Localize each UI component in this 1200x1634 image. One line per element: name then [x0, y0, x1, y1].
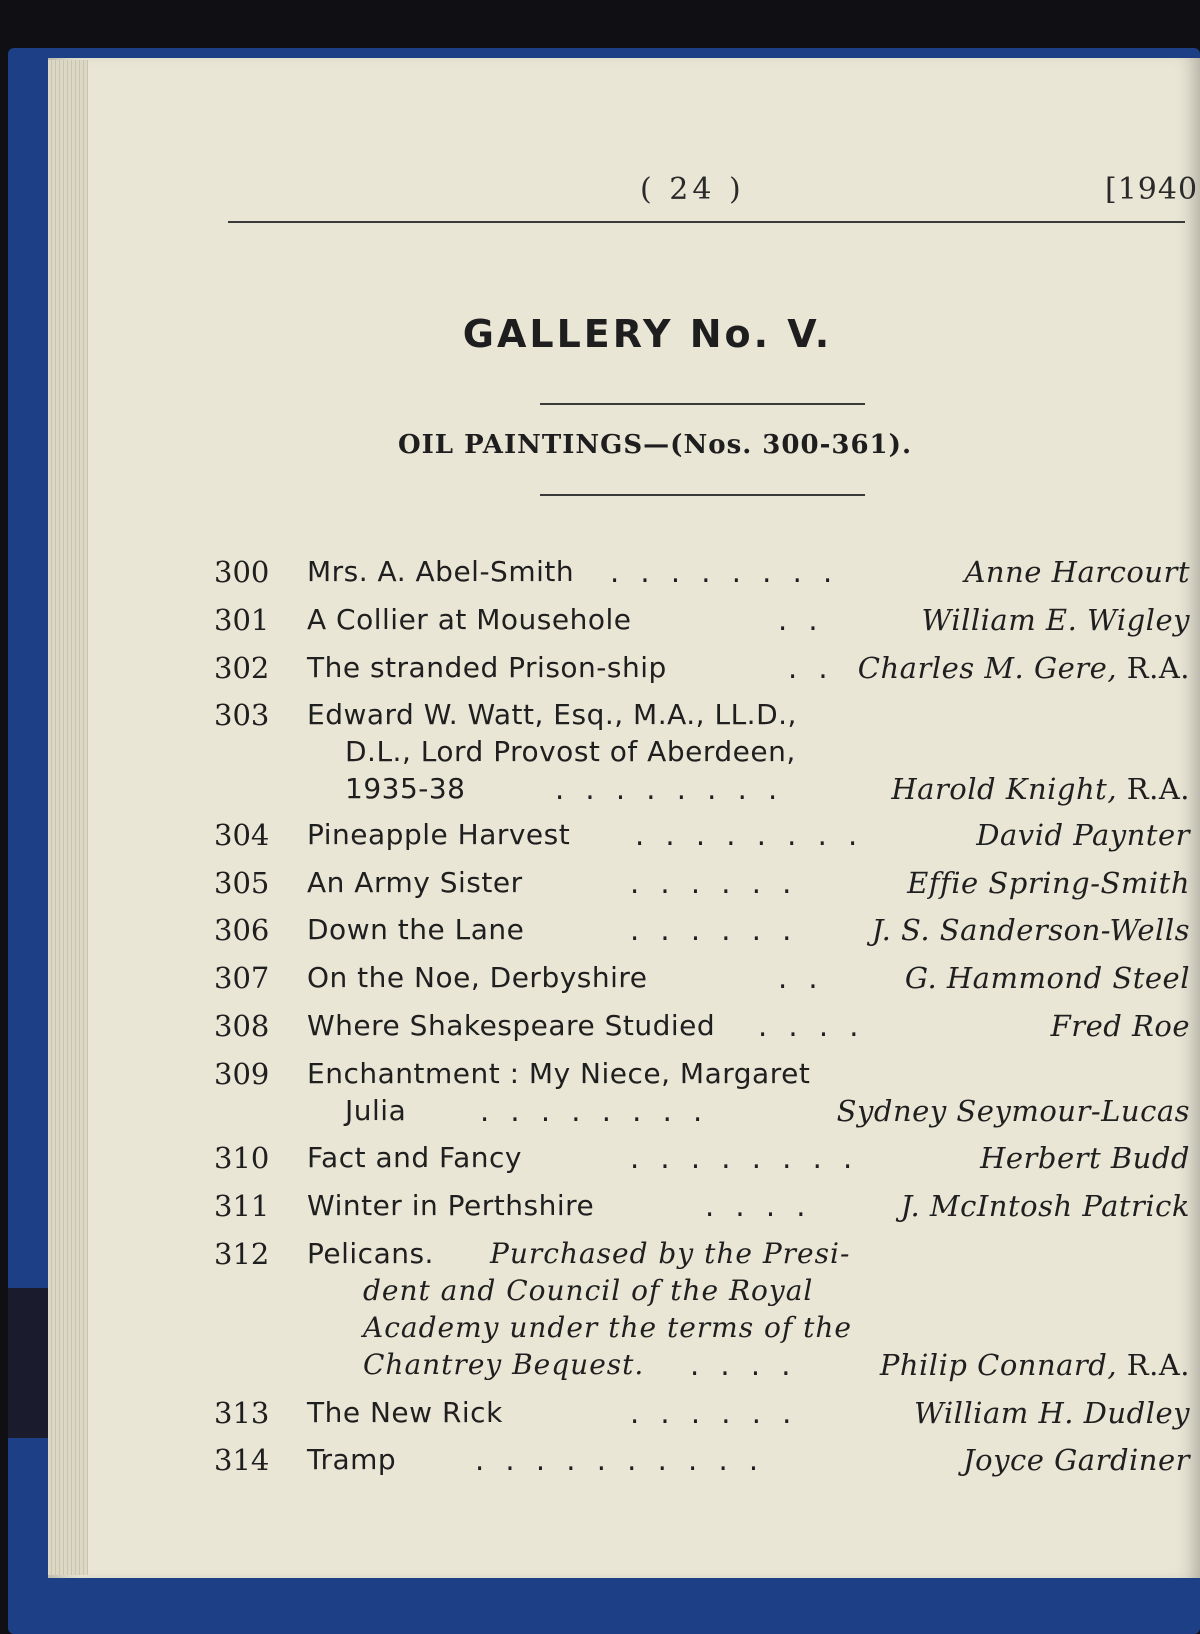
dot-leader: . . . . — [690, 1348, 797, 1382]
entry-artist — [858, 651, 1190, 685]
entry-number: 300 — [214, 555, 270, 589]
entry-title: Down the Lane — [307, 913, 525, 946]
entry-artist — [891, 772, 1190, 806]
entry-artist — [907, 866, 1190, 900]
catalogue-entry — [210, 555, 1190, 595]
entry-title: The New Rick — [307, 1396, 503, 1429]
dot-leader: . . — [788, 651, 834, 685]
entry-artist — [963, 1443, 1190, 1477]
artist-name: William H. Dudley — [914, 1396, 1190, 1430]
catalogue-entry — [210, 1009, 1190, 1049]
artist-name: David Paynter — [976, 818, 1190, 852]
entry-title: The stranded Prison-ship — [307, 651, 667, 684]
catalogue-entry — [210, 698, 1190, 738]
entry-artist — [880, 1348, 1190, 1382]
entry-artist — [976, 818, 1190, 852]
entry-number: 313 — [214, 1396, 270, 1430]
dot-leader: . . . . . . — [630, 1396, 798, 1430]
entry-number: 306 — [214, 913, 270, 947]
artist-name: Sydney Seymour-Lucas — [836, 1094, 1190, 1128]
artist-name: William E. Wigley — [921, 603, 1190, 637]
entry-title: Winter in Perthshire — [307, 1189, 595, 1222]
dot-leader: . . . . . . . . — [630, 1141, 859, 1175]
dot-leader: . . . . . . . . . . — [475, 1443, 765, 1477]
dot-leader: . . . . . . — [630, 913, 798, 947]
entry-title-line2: D.L., Lord Provost of Aberdeen, — [345, 735, 796, 768]
artist-honour: R.A. — [1117, 772, 1190, 806]
entry-continuation — [210, 1094, 1190, 1134]
entry-artist — [837, 1094, 1190, 1128]
entry-note-line3: Academy under the terms of the — [363, 1311, 852, 1344]
entry-title: On the Noe, Derbyshire — [307, 961, 648, 994]
entry-number: 303 — [214, 698, 270, 732]
catalogue-entry — [210, 913, 1190, 953]
year-mark: [1940 — [1105, 172, 1199, 207]
entry-artist — [1051, 1009, 1190, 1043]
entry-title: A Collier at Mousehole — [307, 603, 632, 636]
entry-title: Pelicans. — [307, 1237, 434, 1270]
entry-number: 304 — [214, 818, 270, 852]
entry-artist — [980, 1141, 1190, 1175]
artist-name: Fred Roe — [1050, 1009, 1190, 1043]
dot-leader: . . . . . . . . — [480, 1094, 709, 1128]
entry-artist — [914, 1396, 1190, 1430]
entry-title: Edward W. Watt, Esq., M.A., LL.D., — [307, 698, 797, 731]
entry-title-line2: Julia — [345, 1094, 407, 1127]
entry-title: Where Shakespeare Studied — [307, 1009, 716, 1042]
entry-number: 305 — [214, 866, 270, 900]
entry-artist — [964, 555, 1190, 589]
section-title: OIL PAINTINGS—(Nos. 300-361). — [398, 430, 912, 460]
dot-leader: . . . . — [758, 1009, 865, 1043]
entry-title: Mrs. A. Abel-Smith — [307, 555, 575, 588]
artist-honour: R.A. — [1117, 1348, 1190, 1382]
entry-number: 311 — [214, 1189, 270, 1223]
entry-number: 314 — [214, 1443, 270, 1477]
entry-artist — [922, 603, 1190, 637]
artist-name: Philip Connard, — [879, 1348, 1118, 1382]
dot-leader: . . — [778, 961, 824, 995]
artist-name: Joyce Gardiner — [963, 1443, 1190, 1477]
dot-leader: . . . . . . . . — [555, 772, 784, 806]
entry-artist — [905, 961, 1190, 995]
artist-name: J. McIntosh Patrick — [900, 1189, 1190, 1223]
dot-leader: . . — [778, 603, 824, 637]
catalogue-entry — [210, 603, 1190, 643]
catalogue-entry — [210, 1443, 1190, 1483]
catalogue-entry — [210, 1396, 1190, 1436]
catalogue-entry — [210, 961, 1190, 1001]
catalogue-entry — [210, 818, 1190, 858]
catalogue-entry — [210, 866, 1190, 906]
dot-leader: . . . . . . — [630, 866, 798, 900]
entry-title: Pineapple Harvest — [307, 818, 571, 851]
entry-title: Tramp — [307, 1443, 397, 1476]
entry-number: 309 — [214, 1057, 270, 1091]
entry-number: 312 — [214, 1237, 270, 1271]
entry-title: An Army Sister — [307, 866, 523, 899]
entry-number: 308 — [214, 1009, 270, 1043]
entry-continuation — [210, 735, 1190, 775]
catalogue-entry — [210, 1237, 1190, 1277]
page-number: ( 24 ) — [640, 172, 745, 207]
entry-number: 301 — [214, 603, 270, 637]
entry-title: Fact and Fancy — [307, 1141, 522, 1174]
artist-name: Herbert Budd — [980, 1141, 1190, 1175]
entry-note-line4: Chantrey Bequest. — [363, 1348, 645, 1381]
entry-number: 302 — [214, 651, 270, 685]
entry-artist — [901, 1189, 1190, 1223]
artist-name: Harold Knight, — [891, 772, 1118, 806]
catalogue-entry — [210, 1189, 1190, 1229]
artist-name: Charles M. Gere, — [857, 651, 1118, 685]
entry-title: Enchantment : My Niece, Margaret — [307, 1057, 811, 1090]
artist-name: Anne Harcourt — [964, 555, 1190, 589]
catalogue-entry — [210, 1141, 1190, 1181]
entry-note-line2: dent and Council of the Royal — [363, 1274, 814, 1307]
entry-title-line3: 1935-38 — [345, 772, 466, 805]
entry-artist — [872, 913, 1190, 947]
entry-continuation — [210, 1348, 1190, 1388]
artist-name: G. Hammond Steel — [904, 961, 1190, 995]
catalogue-entry — [210, 1057, 1190, 1097]
catalogue-entry — [210, 651, 1190, 691]
gallery-title: GALLERY No. V. — [462, 312, 833, 356]
dot-leader: . . . . . . . . — [610, 555, 839, 589]
artist-name: J. S. Sanderson-Wells — [871, 913, 1190, 947]
dot-leader: . . . . . . . . — [635, 818, 864, 852]
entry-continuation — [210, 1311, 1190, 1351]
dot-leader: . . . . — [705, 1189, 812, 1223]
artist-name: Effie Spring-Smith — [907, 866, 1190, 900]
artist-honour: R.A. — [1117, 651, 1190, 685]
entry-continuation — [210, 772, 1190, 812]
entry-number: 310 — [214, 1141, 270, 1175]
entry-continuation — [210, 1274, 1190, 1314]
entry-number: 307 — [214, 961, 270, 995]
entry-note: Purchased by the Presi- — [490, 1237, 851, 1270]
